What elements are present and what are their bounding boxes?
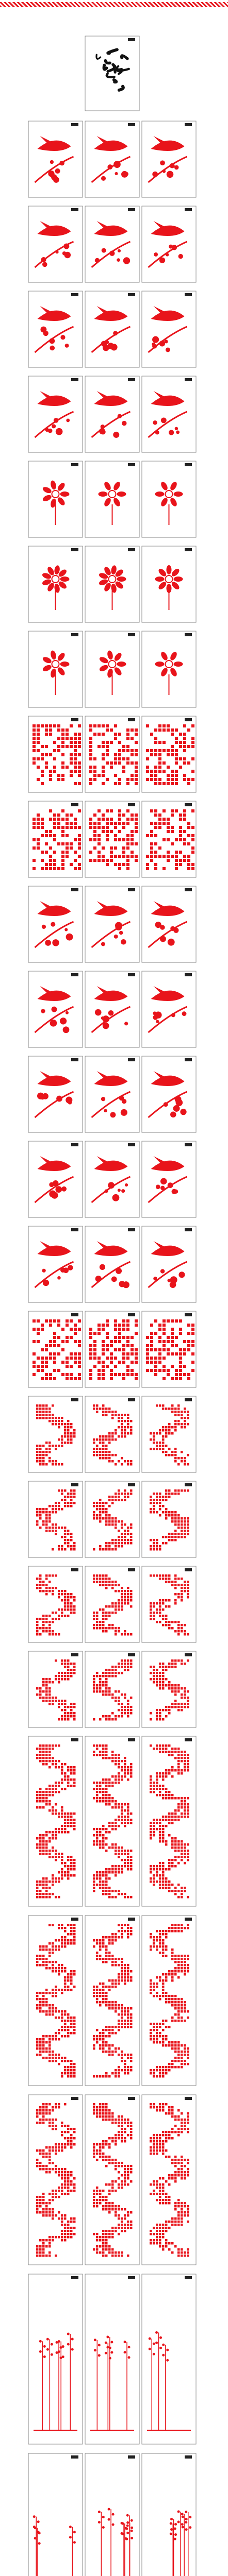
pattern-tile[interactable] [28, 206, 83, 282]
pattern-tile[interactable] [28, 1651, 83, 1727]
pattern-tile[interactable] [142, 716, 196, 792]
pattern-tile[interactable] [28, 1566, 83, 1642]
pattern-tile[interactable] [85, 1311, 139, 1387]
pattern-tile[interactable] [142, 631, 196, 707]
pattern-tile[interactable] [85, 1566, 139, 1642]
pattern-tile[interactable] [142, 1481, 196, 1557]
pattern-tile[interactable] [142, 1226, 196, 1302]
pattern-tile[interactable] [142, 1651, 196, 1727]
pattern-tile[interactable] [85, 461, 139, 537]
pattern-tile[interactable] [85, 631, 139, 707]
pattern-tile[interactable] [28, 971, 83, 1047]
pattern-tile[interactable] [142, 1396, 196, 1472]
pattern-tile[interactable] [28, 1056, 83, 1132]
pattern-tile[interactable] [28, 546, 83, 622]
pattern-tile[interactable] [142, 1566, 196, 1642]
pattern-tile[interactable] [85, 206, 139, 282]
pattern-tile[interactable] [85, 546, 139, 622]
pattern-tile[interactable] [85, 121, 139, 197]
pattern-tile[interactable] [85, 1141, 139, 1217]
pattern-tile[interactable] [28, 121, 83, 197]
pattern-tile[interactable] [85, 2095, 139, 2265]
pattern-tile[interactable] [28, 1226, 83, 1302]
pattern-tile[interactable] [142, 1916, 196, 2086]
pattern-tile[interactable] [28, 716, 83, 792]
pattern-tile[interactable] [28, 376, 83, 452]
pattern-tile[interactable] [28, 461, 83, 537]
pattern-tile[interactable] [85, 801, 139, 877]
pattern-tile[interactable] [85, 1736, 139, 1906]
pattern-tile[interactable] [85, 1396, 139, 1472]
pattern-tile[interactable] [28, 1311, 83, 1387]
pattern-tile[interactable] [142, 886, 196, 962]
pattern-tile[interactable] [85, 1916, 139, 2086]
pattern-tile[interactable] [28, 291, 83, 367]
pattern-tile[interactable] [142, 461, 196, 537]
pattern-tile[interactable] [85, 1481, 139, 1557]
pattern-tile[interactable] [28, 2453, 83, 2576]
pattern-tile[interactable] [142, 546, 196, 622]
pattern-tile[interactable] [28, 1396, 83, 1472]
pattern-tile[interactable] [142, 2274, 196, 2444]
pattern-tile[interactable] [142, 1141, 196, 1217]
pattern-tile[interactable] [28, 1141, 83, 1217]
pattern-tile[interactable] [142, 121, 196, 197]
pattern-tile[interactable] [85, 1651, 139, 1727]
pattern-tile[interactable] [85, 2453, 139, 2576]
pattern-tile[interactable] [142, 206, 196, 282]
pattern-tile[interactable] [142, 2453, 196, 2576]
pattern-tile[interactable] [142, 291, 196, 367]
pattern-tile[interactable] [85, 716, 139, 792]
pattern-tile[interactable] [28, 886, 83, 962]
pattern-tile[interactable] [85, 886, 139, 962]
pattern-tile[interactable] [85, 971, 139, 1047]
pattern-tile[interactable] [142, 2095, 196, 2265]
pattern-tile[interactable] [85, 1226, 139, 1302]
pattern-tile[interactable] [28, 1481, 83, 1557]
pattern-tile[interactable] [142, 801, 196, 877]
pattern-tile[interactable] [142, 1056, 196, 1132]
pattern-tile[interactable] [28, 1736, 83, 1906]
pattern-tile[interactable] [142, 1736, 196, 1906]
pattern-tile[interactable] [28, 801, 83, 877]
pattern-tile[interactable] [28, 1916, 83, 2086]
pattern-tile[interactable] [28, 2274, 83, 2444]
pattern-tile[interactable] [85, 291, 139, 367]
pattern-tile[interactable] [142, 1311, 196, 1387]
pattern-tile[interactable] [142, 971, 196, 1047]
pattern-tile[interactable] [85, 376, 139, 452]
pattern-tile[interactable] [142, 376, 196, 452]
pattern-tile[interactable] [85, 36, 139, 111]
pattern-tile[interactable] [28, 631, 83, 707]
pattern-tile[interactable] [85, 1056, 139, 1132]
pattern-tile[interactable] [28, 2095, 83, 2265]
pattern-tile[interactable] [85, 2274, 139, 2444]
